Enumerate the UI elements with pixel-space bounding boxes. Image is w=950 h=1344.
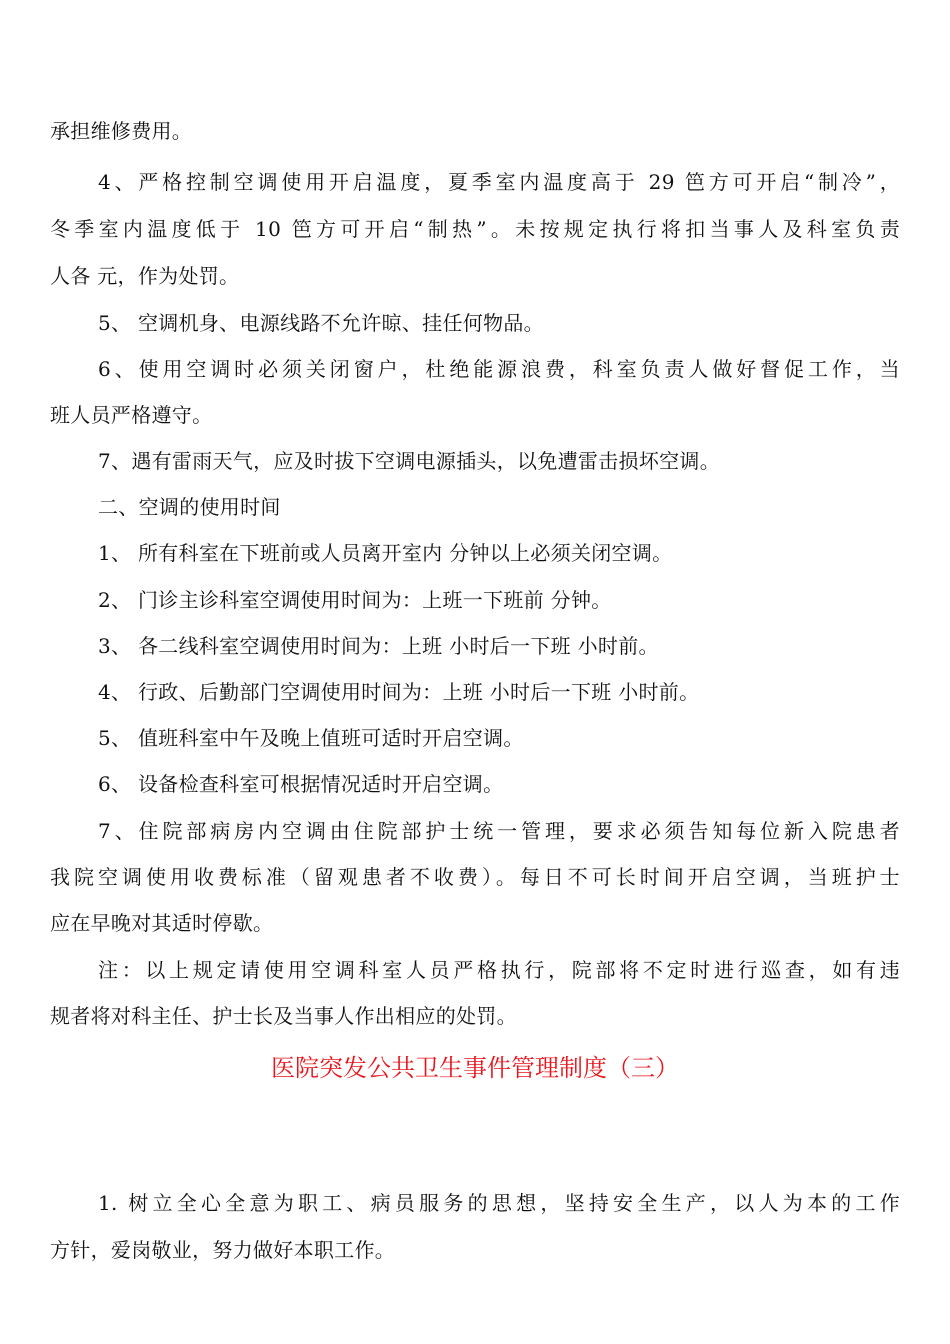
paragraph-line: 承担维修费用。 bbox=[50, 119, 193, 143]
list-item: 7、住院部病房内空调由住院部护士统一管理，要求必须告知每位新入院患者 bbox=[98, 819, 900, 843]
list-item: 1. 树立全心全意为职工、病员服务的思想，坚持安全生产，以人为本的工作 bbox=[98, 1191, 900, 1215]
paragraph-line: 人各 元，作为处罚。 bbox=[50, 264, 240, 288]
list-item: 3、 各二线科室空调使用时间为：上班 小时后一下班 小时前。 bbox=[98, 634, 659, 658]
paragraph-line: 方针，爱岗敬业，努力做好本职工作。 bbox=[50, 1238, 396, 1262]
section-title: 二、空调的使用时间 bbox=[98, 495, 281, 519]
paragraph-line: 班人员严格遵守。 bbox=[50, 403, 213, 427]
paragraph-line: 应在早晚对其适时停歇。 bbox=[50, 911, 274, 935]
paragraph-line: 7、遇有雷雨天气，应及时拔下空调电源插头，以免遭雷击损坏空调。 bbox=[98, 449, 721, 473]
paragraph-line: 6、使用空调时必须关闭窗户，杜绝能源浪费，科室负责人做好督促工作，当 bbox=[98, 357, 900, 381]
document-heading: 医院突发公共卫生事件管理制度（三） bbox=[271, 1054, 679, 1082]
note-line: 规者将对科主任、护士长及当事人作出相应的处罚。 bbox=[50, 1004, 517, 1028]
paragraph-line: 我院空调使用收费标准（留观患者不收费）。每日不可长时间开启空调，当班护士 bbox=[50, 865, 900, 889]
note-line: 注：以上规定请使用空调科室人员严格执行，院部将不定时进行巡查，如有违 bbox=[98, 958, 900, 982]
list-item: 5、 值班科室中午及晚上值班可适时开启空调。 bbox=[98, 726, 524, 750]
list-item: 4、 行政、后勤部门空调使用时间为：上班 小时后一下班 小时前。 bbox=[98, 680, 700, 704]
paragraph-line: 冬季室内温度低于 10 笆方可开启“制热”。未按规定执行将扣当事人及科室负责 bbox=[50, 217, 900, 241]
paragraph-line: 5、 空调机身、电源线路不允许晾、挂任何物品。 bbox=[98, 311, 544, 335]
list-item: 1、 所有科室在下班前或人员离开室内 分钟以上必须关闭空调。 bbox=[98, 541, 673, 565]
list-item: 6、 设备检查科室可根据情况适时开启空调。 bbox=[98, 772, 504, 796]
paragraph-line: 4、严格控制空调使用开启温度，夏季室内温度高于 29 笆方可开启“制冷”， bbox=[98, 170, 900, 194]
list-item: 2、 门诊主诊科室空调使用时间为：上班一下班前 分钟。 bbox=[98, 588, 612, 612]
